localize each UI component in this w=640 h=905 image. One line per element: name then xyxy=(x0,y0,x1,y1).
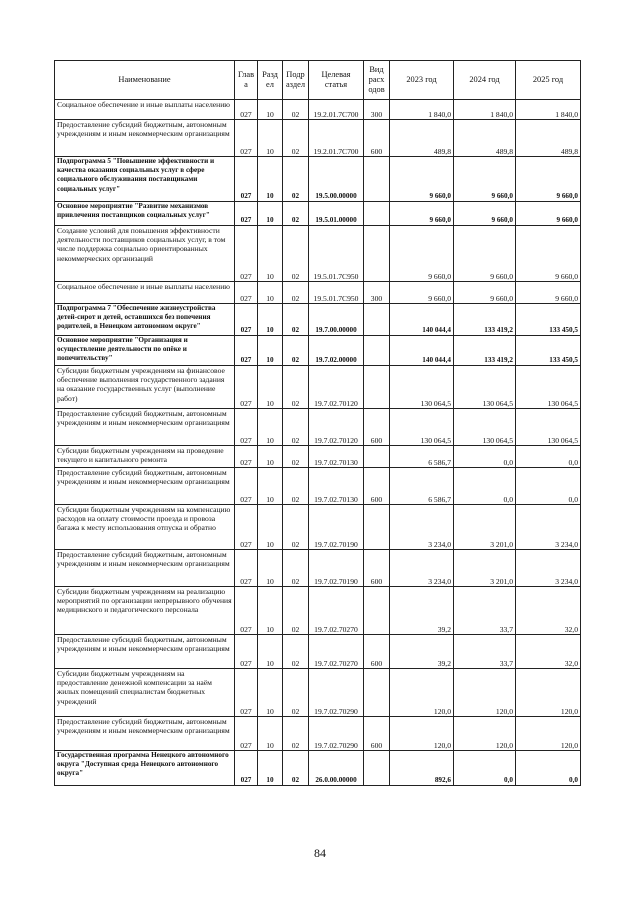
cell-razdel: 10 xyxy=(258,717,283,751)
cell-year-2025: 130 064,5 xyxy=(516,409,581,446)
cell-glava: 027 xyxy=(235,202,258,226)
cell-expense-type: 600 xyxy=(364,635,390,669)
cell-podrazdel: 02 xyxy=(283,587,309,635)
header-target-article: Целевая статья xyxy=(309,61,364,100)
cell-year-2025: 0,0 xyxy=(516,468,581,505)
cell-name: Социальное обеспечение и иные выплаты населению xyxy=(55,282,235,304)
cell-expense-type xyxy=(364,157,390,202)
table-body xyxy=(55,100,581,786)
header-year-2024: 2024 год xyxy=(454,61,516,100)
cell-year-2023: 120,0 xyxy=(390,669,454,717)
cell-target-article: 19.7.02.70290 xyxy=(309,717,364,751)
cell-razdel: 10 xyxy=(258,669,283,717)
cell-year-2024: 120,0 xyxy=(454,717,516,751)
cell-year-2024: 120,0 xyxy=(454,669,516,717)
cell-target-article: 19.7.02.70270 xyxy=(309,587,364,635)
cell-target-article: 19.2.01.7С700 xyxy=(309,120,364,157)
table-row xyxy=(55,100,581,120)
cell-year-2025: 3 234,0 xyxy=(516,550,581,587)
cell-year-2025: 130 064,5 xyxy=(516,366,581,409)
cell-razdel: 10 xyxy=(258,304,283,336)
cell-name: Предоставление субсидий бюджетным, автономным учреждениям и иным некоммерческим организациям xyxy=(55,409,235,446)
table-row xyxy=(55,202,581,226)
table-row xyxy=(55,550,581,587)
cell-podrazdel: 02 xyxy=(283,304,309,336)
cell-year-2025: 9 660,0 xyxy=(516,202,581,226)
cell-year-2023: 120,0 xyxy=(390,717,454,751)
cell-razdel: 10 xyxy=(258,409,283,446)
cell-glava: 027 xyxy=(235,751,258,786)
cell-glava: 027 xyxy=(235,446,258,468)
cell-name: Субсидии бюджетным учреждениям на проведение текущего и капитального ремонта xyxy=(55,446,235,468)
table-row xyxy=(55,409,581,446)
table-row xyxy=(55,468,581,505)
table-row xyxy=(55,635,581,669)
cell-year-2024: 3 201,0 xyxy=(454,550,516,587)
cell-name: Подпрограмма 5 "Повышение эффективности и качества оказания социальных услуг в сфере социального обслуживания поставщиками социальных услуг" xyxy=(55,157,235,202)
table-header-row xyxy=(55,61,581,100)
cell-target-article: 19.5.00.00000 xyxy=(309,157,364,202)
cell-glava: 027 xyxy=(235,304,258,336)
table-row xyxy=(55,304,581,336)
header-year-2025: 2025 год xyxy=(516,61,581,100)
cell-year-2025: 9 660,0 xyxy=(516,226,581,282)
cell-year-2024: 9 660,0 xyxy=(454,202,516,226)
cell-target-article: 19.7.02.70270 xyxy=(309,635,364,669)
cell-year-2024: 33,7 xyxy=(454,587,516,635)
cell-year-2024: 0,0 xyxy=(454,468,516,505)
cell-year-2025: 1 840,0 xyxy=(516,100,581,120)
cell-year-2025: 0,0 xyxy=(516,446,581,468)
table-row xyxy=(55,587,581,635)
cell-year-2025: 120,0 xyxy=(516,717,581,751)
cell-target-article: 19.7.02.70130 xyxy=(309,446,364,468)
cell-expense-type xyxy=(364,226,390,282)
cell-year-2024: 0,0 xyxy=(454,446,516,468)
cell-name: Предоставление субсидий бюджетным, автономным учреждениям и иным некоммерческим организациям xyxy=(55,120,235,157)
page-number: 84 xyxy=(314,846,326,860)
cell-year-2024: 133 419,2 xyxy=(454,336,516,366)
cell-razdel: 10 xyxy=(258,282,283,304)
table-row xyxy=(55,282,581,304)
cell-target-article: 19.5.01.7С950 xyxy=(309,226,364,282)
cell-razdel: 10 xyxy=(258,366,283,409)
cell-year-2023: 9 660,0 xyxy=(390,282,454,304)
cell-razdel: 10 xyxy=(258,446,283,468)
cell-podrazdel: 02 xyxy=(283,202,309,226)
cell-glava: 027 xyxy=(235,635,258,669)
cell-year-2023: 140 044,4 xyxy=(390,304,454,336)
cell-year-2025: 32,0 xyxy=(516,635,581,669)
cell-name: Предоставление субсидий бюджетным, автономным учреждениям и иным некоммерческим организациям xyxy=(55,550,235,587)
cell-year-2024: 489,8 xyxy=(454,120,516,157)
cell-expense-type xyxy=(364,751,390,786)
cell-glava: 027 xyxy=(235,409,258,446)
cell-year-2024: 9 660,0 xyxy=(454,157,516,202)
cell-expense-type xyxy=(364,366,390,409)
cell-expense-type: 300 xyxy=(364,282,390,304)
cell-expense-type xyxy=(364,336,390,366)
header-year-2023: 2023 год xyxy=(390,61,454,100)
table-row xyxy=(55,717,581,751)
cell-name: Основное мероприятие "Развитие механизмов привлечения поставщиков социальных услуг" xyxy=(55,202,235,226)
cell-glava: 027 xyxy=(235,100,258,120)
cell-name: Субсидии бюджетным учреждениям на предоставление денежной компенсации за наём жилых помещений специалистам бюджетных учреждений xyxy=(55,669,235,717)
cell-year-2025: 120,0 xyxy=(516,669,581,717)
cell-year-2023: 6 586,7 xyxy=(390,468,454,505)
cell-razdel: 10 xyxy=(258,468,283,505)
cell-podrazdel: 02 xyxy=(283,717,309,751)
cell-target-article: 19.7.02.70190 xyxy=(309,550,364,587)
cell-name: Предоставление субсидий бюджетным, автономным учреждениям и иным некоммерческим организациям xyxy=(55,468,235,505)
cell-glava: 027 xyxy=(235,505,258,550)
cell-expense-type xyxy=(364,446,390,468)
cell-year-2024: 9 660,0 xyxy=(454,282,516,304)
table-row xyxy=(55,505,581,550)
cell-year-2023: 130 064,5 xyxy=(390,409,454,446)
cell-year-2024: 3 201,0 xyxy=(454,505,516,550)
cell-podrazdel: 02 xyxy=(283,751,309,786)
cell-razdel: 10 xyxy=(258,336,283,366)
cell-podrazdel: 02 xyxy=(283,635,309,669)
cell-year-2023: 3 234,0 xyxy=(390,505,454,550)
cell-glava: 027 xyxy=(235,366,258,409)
cell-glava: 027 xyxy=(235,336,258,366)
header-expense-type: Вид расх одов xyxy=(364,61,390,100)
cell-expense-type: 600 xyxy=(364,120,390,157)
table-row xyxy=(55,669,581,717)
cell-year-2023: 1 840,0 xyxy=(390,100,454,120)
table-row xyxy=(55,366,581,409)
cell-podrazdel: 02 xyxy=(283,336,309,366)
header-glava: Глав а xyxy=(235,61,258,100)
cell-podrazdel: 02 xyxy=(283,226,309,282)
cell-target-article: 19.7.02.70190 xyxy=(309,505,364,550)
cell-year-2024: 130 064,5 xyxy=(454,366,516,409)
cell-year-2024: 130 064,5 xyxy=(454,409,516,446)
cell-razdel: 10 xyxy=(258,751,283,786)
cell-name: Субсидии бюджетным учреждениям на финансовое обеспечение выполнения государственного задания на оказание государственных услуг (выполнение работ) xyxy=(55,366,235,409)
cell-name: Государственная программа Ненецкого автономного округа "Доступная среда Ненецкого автономного округа" xyxy=(55,751,235,786)
cell-target-article: 19.7.02.70120 xyxy=(309,409,364,446)
table-row xyxy=(55,446,581,468)
cell-podrazdel: 02 xyxy=(283,669,309,717)
cell-razdel: 10 xyxy=(258,505,283,550)
cell-glava: 027 xyxy=(235,717,258,751)
table-row xyxy=(55,157,581,202)
cell-podrazdel: 02 xyxy=(283,366,309,409)
cell-podrazdel: 02 xyxy=(283,505,309,550)
cell-podrazdel: 02 xyxy=(283,120,309,157)
cell-razdel: 10 xyxy=(258,226,283,282)
cell-glava: 027 xyxy=(235,587,258,635)
table-row xyxy=(55,336,581,366)
cell-target-article: 26.0.00.00000 xyxy=(309,751,364,786)
cell-name: Субсидии бюджетным учреждениям на реализацию мероприятий по организации непрерывного обучения медицинского и педагогического персонала xyxy=(55,587,235,635)
cell-razdel: 10 xyxy=(258,120,283,157)
cell-target-article: 19.7.02.70120 xyxy=(309,366,364,409)
table-row xyxy=(55,120,581,157)
cell-glava: 027 xyxy=(235,669,258,717)
cell-razdel: 10 xyxy=(258,202,283,226)
cell-podrazdel: 02 xyxy=(283,550,309,587)
cell-expense-type xyxy=(364,587,390,635)
cell-year-2023: 3 234,0 xyxy=(390,550,454,587)
cell-target-article: 19.7.02.70130 xyxy=(309,468,364,505)
cell-year-2024: 33,7 xyxy=(454,635,516,669)
cell-glava: 027 xyxy=(235,157,258,202)
cell-year-2025: 32,0 xyxy=(516,587,581,635)
cell-year-2023: 9 660,0 xyxy=(390,226,454,282)
cell-name: Подпрограмма 7 "Обеспечение жизнеустройства детей-сирот и детей, оставшихся без попечения родителей, в Ненецком автономном округе" xyxy=(55,304,235,336)
cell-expense-type: 600 xyxy=(364,468,390,505)
table-row xyxy=(55,751,581,786)
cell-expense-type: 600 xyxy=(364,717,390,751)
cell-expense-type: 600 xyxy=(364,550,390,587)
cell-year-2025: 133 450,5 xyxy=(516,304,581,336)
cell-podrazdel: 02 xyxy=(283,100,309,120)
cell-name: Субсидии бюджетным учреждениям на компенсацию расходов на оплату стоимости проезда и провоза багажа к месту использования отпуска и обратно xyxy=(55,505,235,550)
cell-glava: 027 xyxy=(235,282,258,304)
cell-year-2025: 489,8 xyxy=(516,120,581,157)
cell-name: Основное мероприятие "Организация и осуществление деятельности по опёке и попечительству" xyxy=(55,336,235,366)
cell-expense-type xyxy=(364,669,390,717)
cell-year-2023: 9 660,0 xyxy=(390,202,454,226)
cell-target-article: 19.5.01.00000 xyxy=(309,202,364,226)
cell-name: Предоставление субсидий бюджетным, автономным учреждениям и иным некоммерческим организациям xyxy=(55,717,235,751)
cell-year-2023: 892,6 xyxy=(390,751,454,786)
cell-razdel: 10 xyxy=(258,587,283,635)
cell-podrazdel: 02 xyxy=(283,282,309,304)
cell-year-2025: 9 660,0 xyxy=(516,157,581,202)
cell-glava: 027 xyxy=(235,550,258,587)
cell-podrazdel: 02 xyxy=(283,468,309,505)
cell-year-2023: 130 064,5 xyxy=(390,366,454,409)
cell-year-2024: 1 840,0 xyxy=(454,100,516,120)
cell-year-2023: 39,2 xyxy=(390,587,454,635)
cell-glava: 027 xyxy=(235,468,258,505)
cell-expense-type xyxy=(364,505,390,550)
cell-glava: 027 xyxy=(235,120,258,157)
cell-target-article: 19.5.01.7С950 xyxy=(309,282,364,304)
cell-podrazdel: 02 xyxy=(283,157,309,202)
header-razdel: Разд ел xyxy=(258,61,283,100)
cell-year-2024: 133 419,2 xyxy=(454,304,516,336)
header-name: Наименование xyxy=(55,61,235,100)
cell-year-2023: 6 586,7 xyxy=(390,446,454,468)
cell-name: Предоставление субсидий бюджетным, автономным учреждениям и иным некоммерческим организациям xyxy=(55,635,235,669)
cell-expense-type xyxy=(364,202,390,226)
cell-name: Социальное обеспечение и иные выплаты населению xyxy=(55,100,235,120)
budget-table xyxy=(54,60,581,786)
cell-target-article: 19.7.00.00000 xyxy=(309,304,364,336)
table-row xyxy=(55,226,581,282)
cell-target-article: 19.7.02.70290 xyxy=(309,669,364,717)
cell-year-2025: 0,0 xyxy=(516,751,581,786)
header-podrazdel: Подр аздел xyxy=(283,61,309,100)
cell-razdel: 10 xyxy=(258,635,283,669)
cell-expense-type: 300 xyxy=(364,100,390,120)
cell-year-2025: 9 660,0 xyxy=(516,282,581,304)
cell-glava: 027 xyxy=(235,226,258,282)
cell-year-2023: 9 660,0 xyxy=(390,157,454,202)
cell-razdel: 10 xyxy=(258,100,283,120)
cell-podrazdel: 02 xyxy=(283,409,309,446)
cell-expense-type: 600 xyxy=(364,409,390,446)
cell-razdel: 10 xyxy=(258,550,283,587)
cell-year-2024: 9 660,0 xyxy=(454,226,516,282)
cell-target-article: 19.2.01.7С700 xyxy=(309,100,364,120)
cell-year-2023: 39,2 xyxy=(390,635,454,669)
cell-razdel: 10 xyxy=(258,157,283,202)
cell-year-2023: 489,8 xyxy=(390,120,454,157)
cell-name: Создание условий для повышения эффективности деятельности поставщиков социальных услуг, в том числе поддержка социально ориентированных некоммерческих организаций xyxy=(55,226,235,282)
cell-year-2025: 133 450,5 xyxy=(516,336,581,366)
cell-year-2024: 0,0 xyxy=(454,751,516,786)
cell-year-2023: 140 044,4 xyxy=(390,336,454,366)
cell-expense-type xyxy=(364,304,390,336)
cell-podrazdel: 02 xyxy=(283,446,309,468)
cell-target-article: 19.7.02.00000 xyxy=(309,336,364,366)
cell-year-2025: 3 234,0 xyxy=(516,505,581,550)
